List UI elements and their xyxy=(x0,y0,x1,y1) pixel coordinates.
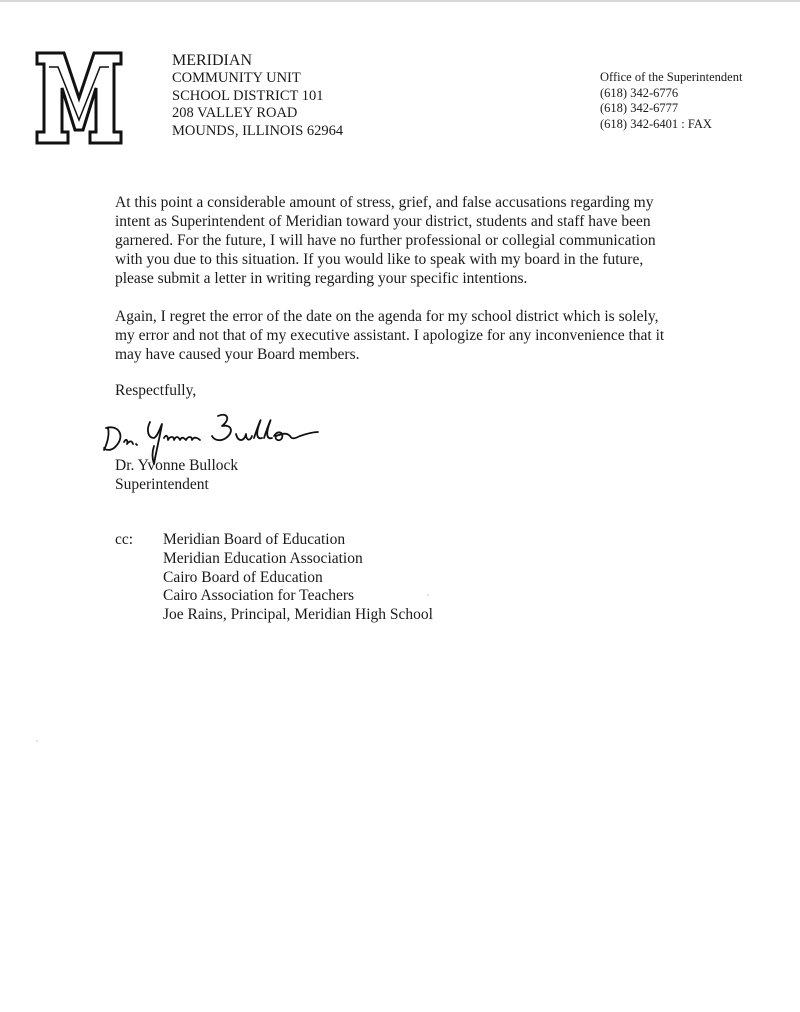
phone-number: (618) 342-6776 xyxy=(600,85,679,100)
signer-title: Superintendent xyxy=(115,475,209,493)
cc-recipient: Meridian Education Association xyxy=(163,549,363,567)
scan-speck xyxy=(36,740,38,742)
text-line: with you due to this situation. If you would like to speak with my board in the future, xyxy=(115,251,644,268)
letter-body xyxy=(115,193,715,383)
text-line: garnered. For the future, I will have no further professional or collegial communication xyxy=(115,232,656,249)
cc-recipient: Meridian Board of Education xyxy=(163,531,346,548)
cc-recipient: Cairo Association for Teachers xyxy=(163,587,355,605)
office-contact xyxy=(600,70,742,132)
fax-number: (618) 342-6401 : FAX xyxy=(600,116,712,131)
address-line: MOUNDS, ILLINOIS 62964 xyxy=(172,122,344,139)
text-line: intent as Superintendent of Meridian toward your district, students and staff have been xyxy=(115,213,651,230)
text-line: Again, I regret the error of the date on the agenda for my school district which is solely, xyxy=(115,308,659,325)
paragraph xyxy=(115,193,715,288)
cc-recipients xyxy=(163,531,433,625)
text-line: please submit a letter in writing regarding your specific intentions. xyxy=(115,270,528,287)
phone-number: (618) 342-6777 xyxy=(600,101,679,115)
signer-name: Dr. Yvonne Bullock xyxy=(115,457,239,474)
text-line: may have caused your Board members. xyxy=(115,346,360,363)
cc-recipient: Cairo Board of Education xyxy=(163,568,323,586)
text-line: At this point a considerable amount of stress, grief, and false accusations regarding my xyxy=(115,194,654,211)
address-line: COMMUNITY UNIT xyxy=(172,70,301,86)
cc-label: cc: xyxy=(115,531,134,548)
meridian-m-logo xyxy=(34,50,124,146)
page-top-edge xyxy=(0,0,800,2)
address-line: 208 VALLEY ROAD xyxy=(172,105,298,121)
address-line: SCHOOL DISTRICT 101 xyxy=(172,87,324,104)
office-title: Office of the Superintendent xyxy=(600,70,743,84)
text-line: my error and not that of my executive assistant. I apologize for any inconvenience that it xyxy=(115,327,665,344)
signer-block xyxy=(115,457,238,494)
cc-recipient: Joe Rains, Principal, Meridian High School xyxy=(163,606,433,624)
closing: Respectfully, xyxy=(115,382,197,399)
paragraph xyxy=(115,307,715,364)
org-name: MERIDIAN xyxy=(172,52,252,69)
scan-speck xyxy=(427,594,429,596)
letterhead-address xyxy=(172,52,343,140)
